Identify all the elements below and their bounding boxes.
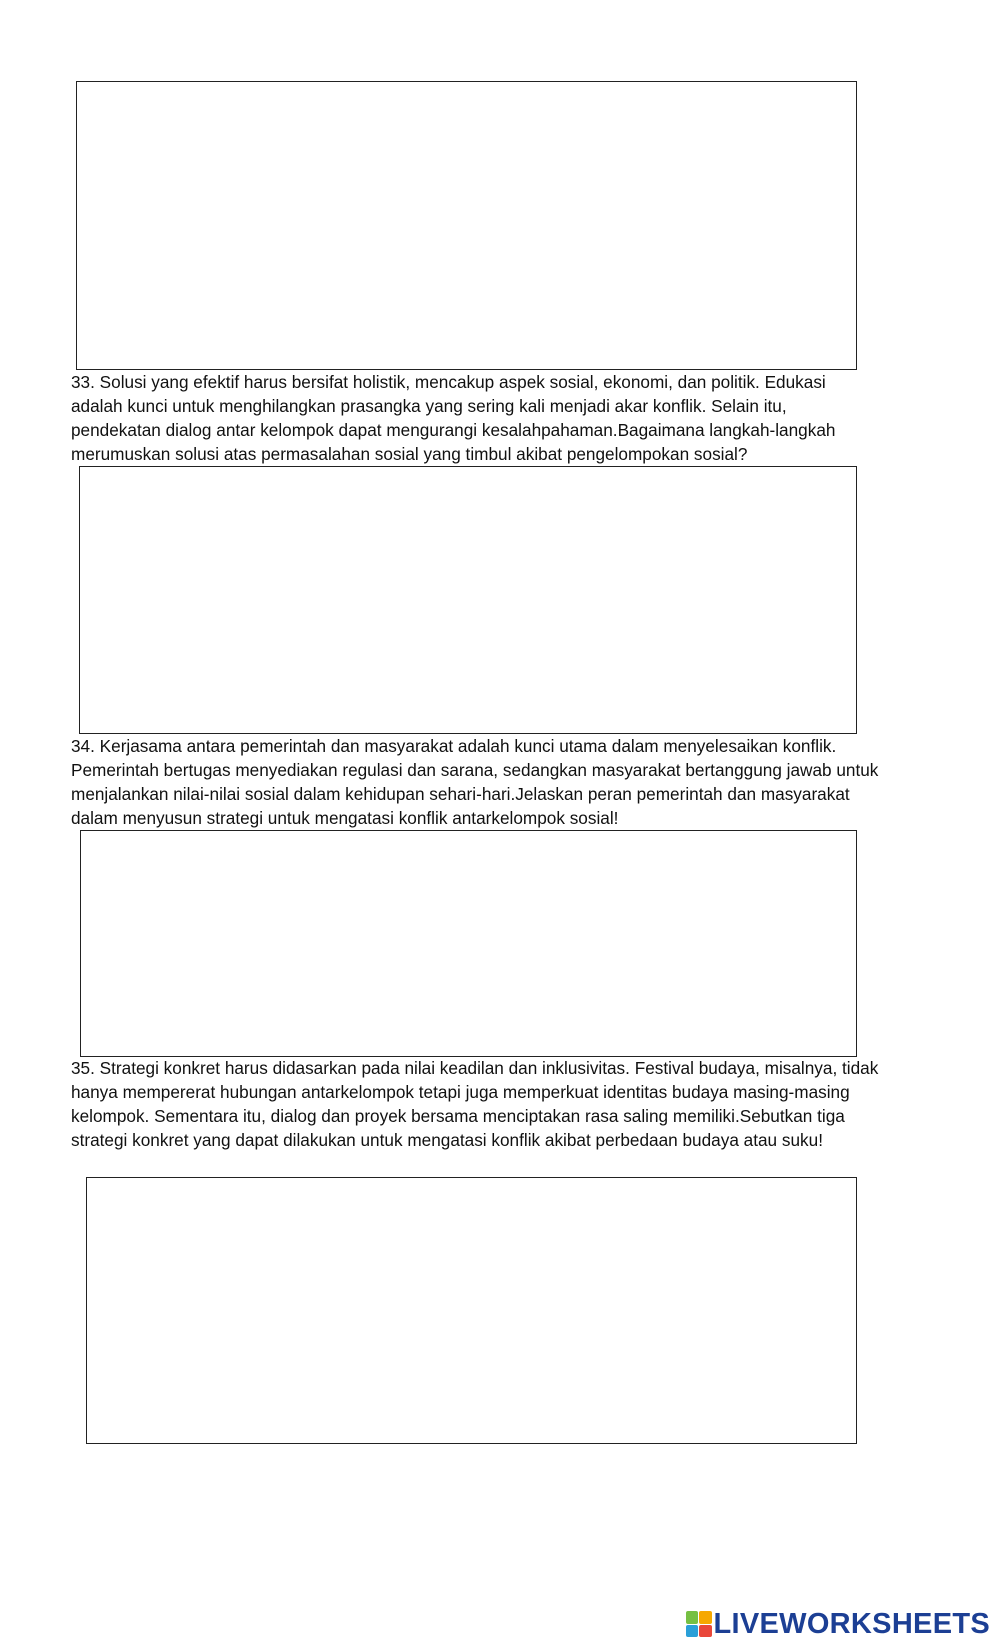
question-33-text: 33. Solusi yang efektif harus bersifat holistik, mencakup aspek sosial, ekonomi, dan politik. Edukasi adalah kunci untuk menghilangkan prasangka yang sering kali menjadi akar konflik. Selain itu, pendekatan dialog antar kelompok dapat mengurangi kesalahpahaman.Bagaimana langkah-langkah merumuskan solusi atas permasalahan sosial yang timbul akibat pengelompokan sosial?: [71, 372, 836, 464]
liveworksheets-brand: [686, 1607, 991, 1641]
question-35-text: 35. Strategi konkret harus didasarkan pada nilai keadilan dan inklusivitas. Festival budaya, misalnya, tidak hanya mempererat hubungan antarkelompok tetapi juga memperkuat identitas budaya masing-masing kelompok. Sementara itu, dialog dan proyek bersama menciptakan rasa saling memiliki.Sebutkan tiga strategi konkret yang dapat dilakukan untuk mengatasi konflik akibat perbedaan budaya atau suku!: [71, 1058, 879, 1150]
answer-box-previous[interactable]: [76, 81, 857, 370]
answer-box-33[interactable]: [79, 466, 857, 734]
liveworksheets-logo-icon: [686, 1611, 712, 1637]
answer-box-34[interactable]: [80, 830, 857, 1057]
question-34-text: 34. Kerjasama antara pemerintah dan masyarakat adalah kunci utama dalam menyelesaikan konflik. Pemerintah bertugas menyediakan regulasi dan sarana, sedangkan masyarakat bertanggung jawab untuk menjalankan nilai-nilai sosial dalam kehidupan sehari-hari.Jelaskan peran pemerintah dan masyarakat dalam menyusun strategi untuk mengatasi konflik antarkelompok sosial!: [71, 736, 879, 828]
brand-name: LIVEWORKSHEETS: [713, 1608, 990, 1640]
answer-box-35[interactable]: [86, 1177, 857, 1444]
